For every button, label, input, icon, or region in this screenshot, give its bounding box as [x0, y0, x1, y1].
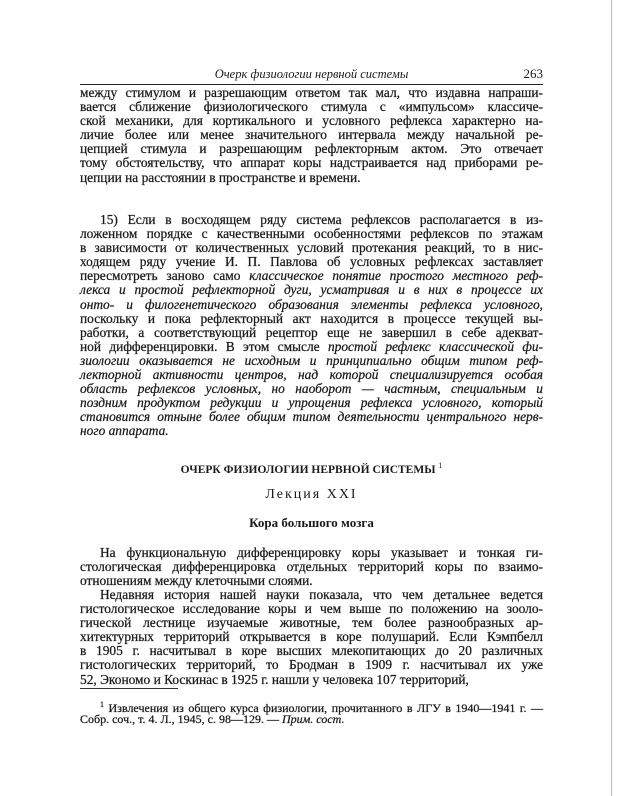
text: гистологическое исследование коры и чем выше по положению на зооло-	[80, 601, 543, 617]
emphasis-text: простой рефлекс классической фи-	[327, 338, 543, 354]
text: ской механики, для кортикального и условного рефлекса характерно на-	[80, 113, 543, 129]
text: стологическая дифференцировка отдельных территорий коры по взаимо-	[80, 559, 543, 575]
text-line	[80, 560, 543, 574]
text: в зависимости от количественных условий протекания реакций, то в нис-	[80, 240, 543, 256]
footnote-text: Извлечения из общего курса физиологии, прочитанного в ЛГУ в 1940—1941 г. —	[108, 701, 544, 715]
emphasis-text: область рефлексов условных, но наоборот — частным, специальным и	[80, 381, 543, 397]
text: работки, а соответствующий рецептор еще не завершил в себе адекват-	[80, 324, 543, 340]
text: ложенном порядке с качественными особенностями рефлексов по этажам	[80, 226, 543, 242]
text-line	[80, 410, 543, 424]
text-line	[80, 644, 543, 658]
text: гической лестнице изучаемые животные, тем более разнообразных ар-	[80, 615, 543, 631]
footnote-note: Прим. сост.	[281, 712, 345, 726]
footnote	[80, 698, 543, 726]
text-line	[80, 340, 543, 354]
text-line	[80, 354, 543, 368]
text-line	[80, 114, 543, 128]
text: личие более или менее значительного интервала между начальной ре-	[80, 127, 543, 143]
text-line	[80, 588, 543, 602]
text-line	[80, 630, 543, 644]
paragraph	[80, 86, 543, 185]
text-line	[80, 213, 543, 227]
page-number: 263	[523, 66, 543, 81]
emphasis-text: ного аппарата.	[80, 423, 169, 439]
emphasis-text: зиологии оказывается не исходным и принципиально общим типом реф-	[80, 352, 543, 368]
paragraph	[80, 546, 543, 588]
paragraph	[80, 588, 543, 687]
text: поскольку и пока рефлекторный акт находится в процессе текущей вы-	[80, 310, 543, 326]
text: цепцией стимула и разрешающим рефлекторным актом. Это отвечает	[80, 141, 543, 157]
text-line	[80, 156, 543, 170]
text-line	[80, 269, 543, 283]
text: ной дифференцировки. В этом смысле	[80, 338, 328, 354]
footnote-line	[80, 698, 544, 715]
emphasis-text: лекторной активности центров, над которой специализируется особая	[80, 367, 543, 383]
text-line	[80, 673, 543, 687]
text: 52, Экономо и Коскинас в 1925 г. нашли у человека 107 территорий,	[80, 671, 469, 687]
text-line	[80, 298, 543, 312]
text: в 1905 г. насчитывал в коре высших млекопитающих до 20 различных	[80, 643, 543, 659]
emphasis-text: онто- и филогенетического образования элементы рефлекса условного,	[80, 296, 543, 312]
text: ходящем ряду учение И. П. Павлова об условных рефлексах заставляет	[80, 254, 543, 270]
text-line	[80, 658, 543, 672]
text: цепции на расстоянии в пространстве и времени.	[80, 169, 361, 185]
text: пересмотреть заново само	[80, 268, 250, 284]
section-title	[80, 461, 543, 476]
text-line	[80, 86, 543, 100]
emphasis-text: классическое понятие простого местного реф-	[249, 268, 544, 284]
text-line	[80, 368, 543, 382]
text-line	[80, 171, 543, 185]
text: хитектурных территорий открывается в коре полушарий. Если Кэмпбелл	[80, 629, 543, 645]
footnote-divider	[80, 688, 178, 689]
text-line	[80, 241, 543, 255]
footnote-ref: 1	[438, 461, 443, 470]
text: На функциональную дифференцировку коры указывает и тонкая ги-	[100, 545, 543, 560]
running-head	[80, 66, 543, 85]
emphasis-text: поздним продуктом редукции и упрощения рефлекса условного, который	[80, 395, 543, 411]
footnote-mark: 1	[100, 700, 104, 709]
paragraph	[80, 213, 543, 439]
text-line	[80, 142, 543, 156]
text: Недавняя история нашей науки показала, что чем детальнее ведется	[100, 587, 543, 602]
text-line	[80, 100, 543, 114]
section-title-text: ОЧЕРК ФИЗИОЛОГИИ НЕРВНОЙ СИСТЕМЫ	[180, 463, 436, 476]
lecture-title: Лекция XXI	[265, 487, 358, 502]
text-line	[80, 546, 543, 560]
text: вается сближение физиологического стимула с «импульсом» классиче-	[80, 99, 543, 115]
emphasis-text: лекса и простой рефлекторной дуги, усматривая и в них в процессе их	[80, 282, 543, 298]
text-line	[80, 424, 543, 438]
text-line	[80, 255, 543, 269]
text-line	[80, 326, 543, 340]
text-line	[80, 602, 543, 616]
text-line	[80, 396, 543, 410]
text-line	[80, 312, 543, 326]
text-line	[80, 616, 543, 630]
running-title: Очерк физиологии нервной системы	[214, 67, 409, 81]
text: отношениям между клеточными слоями.	[80, 573, 313, 589]
text-line	[80, 382, 543, 396]
text: 15) Если в восходящем ряду система рефлексов располагается в из-	[100, 212, 543, 227]
text: между стимулом и разрешающим ответом так мал, что издавна напраши-	[80, 85, 543, 100]
page-edge	[611, 0, 612, 796]
footnote-text: Собр. соч., т. 4. Л., 1945, с. 98—129. —	[80, 712, 282, 726]
text-line	[80, 283, 543, 297]
text-line	[80, 227, 543, 241]
text-line	[80, 128, 543, 142]
emphasis-text: становится отныне более общим типом деятельности центрального нерв-	[80, 409, 543, 425]
text: тому обстоятельству, что аппарат коры надстраивается над приборами ре-	[80, 155, 543, 171]
chapter-title: Кора большого мозга	[249, 515, 374, 530]
text: гистологических территорий, то Бродман в 1909 г. насчитывал их уже	[80, 657, 543, 673]
